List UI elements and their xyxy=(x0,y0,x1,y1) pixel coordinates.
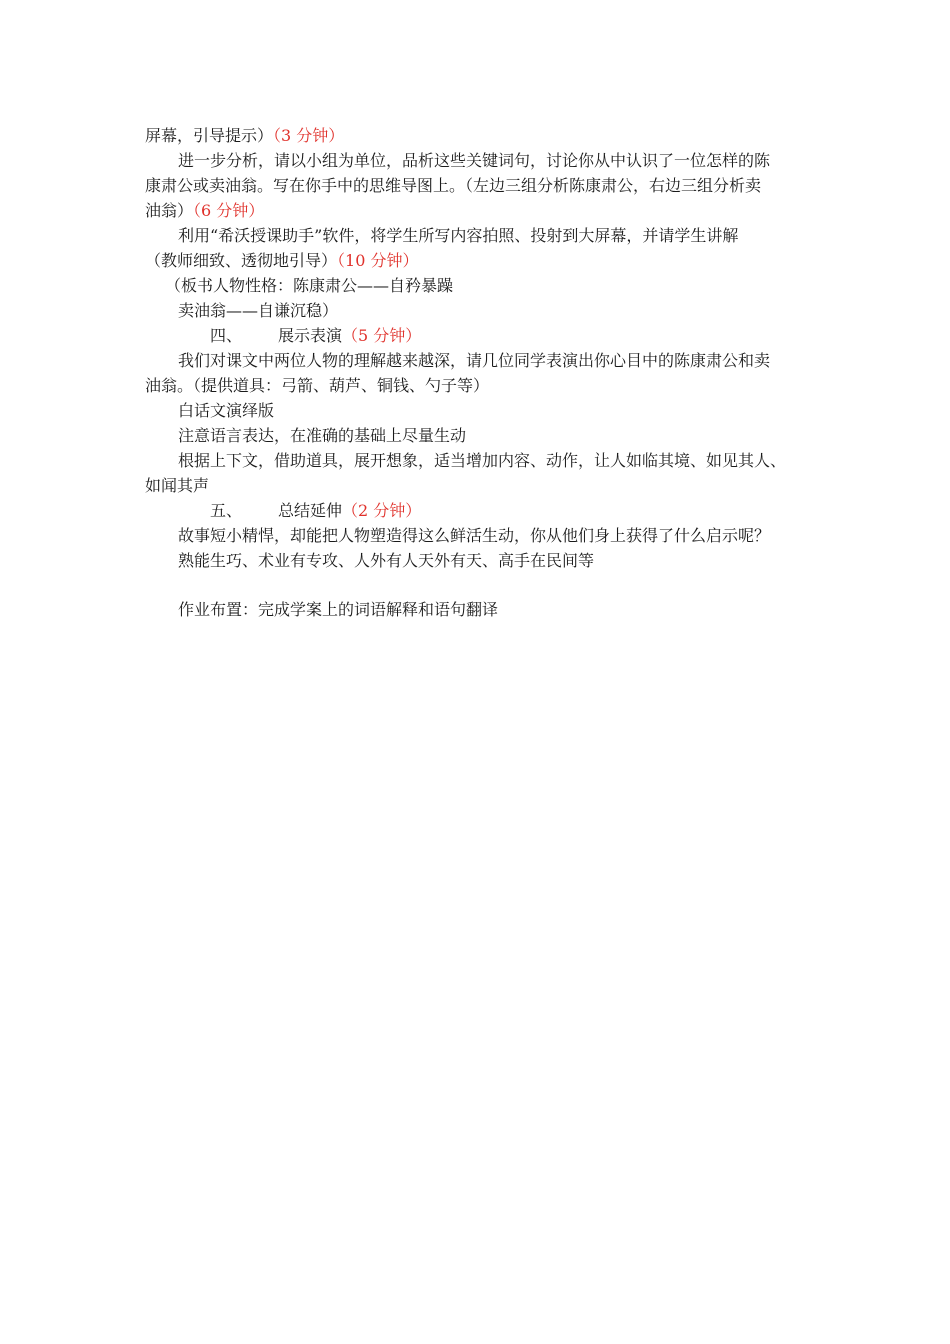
paragraph-line xyxy=(178,548,858,573)
line-text: 故事短小精悍，却能把人物塑造得这么鲜活生动，你从他们身上获得了什么启示呢？ xyxy=(178,526,771,545)
line-text: 我们对课文中两位人物的理解越来越深，请几位同学表演出你心目中的陈康肃公和卖 xyxy=(178,351,771,370)
paragraph-line xyxy=(178,223,858,248)
line-text: （板书人物性格：陈康肃公——自矜暴躁 xyxy=(165,276,454,295)
line-text: 白话文演绎版 xyxy=(178,401,275,420)
paragraph-line xyxy=(145,248,825,273)
paragraph-line xyxy=(145,198,825,223)
section-number: 五、 xyxy=(210,501,243,520)
line-text: 油翁） xyxy=(145,201,194,220)
line-text: 利用“希沃授课助手”软件，将学生所写内容拍照、投射到大屏幕，并请学生讲解 xyxy=(178,226,739,245)
time-label: （10 分钟） xyxy=(337,251,419,270)
time-label: （2 分钟） xyxy=(342,501,422,520)
section-heading xyxy=(278,323,421,348)
line-text: 油翁。（提供道具：弓箭、葫芦、铜钱、勺子等） xyxy=(145,376,490,395)
line-text: （教师细致、透彻地引导） xyxy=(145,251,338,270)
homework-line xyxy=(178,597,858,622)
section-heading xyxy=(278,498,421,523)
paragraph-line xyxy=(165,273,845,298)
paragraph-line xyxy=(178,298,858,323)
time-label: （3 分钟） xyxy=(273,126,345,145)
paragraph-line xyxy=(145,373,825,398)
paragraph-line xyxy=(178,148,858,173)
line-text: 熟能生巧、术业有专攻、人外有人天外有天、高手在民间等 xyxy=(178,551,595,570)
line-text: 如闻其声 xyxy=(145,476,210,495)
paragraph-line xyxy=(178,523,858,548)
paragraph-line xyxy=(178,398,858,423)
paragraph-line xyxy=(178,423,858,448)
line-text: 康肃公或卖油翁。写在你手中的思维导图上。（左边三组分析陈康肃公，右边三组分析卖 xyxy=(145,176,762,195)
line-text: 根据上下文，借助道具，展开想象，适当增加内容、动作，让人如临其境、如见其人、 xyxy=(178,451,787,470)
time-label: （6 分钟） xyxy=(193,201,265,220)
line-text: 屏幕，引导提示） xyxy=(145,126,274,145)
line-text: 进一步分析，请以小组为单位，品析这些关键词句，讨论你从中认识了一位怎样的陈 xyxy=(178,151,771,170)
section-number: 四、 xyxy=(210,326,243,345)
line-text: 作业布置：完成学案上的词语解释和语句翻译 xyxy=(178,600,499,619)
line-text: 注意语言表达，在准确的基础上尽量生动 xyxy=(178,426,467,445)
section-title: 总结延伸 xyxy=(278,501,343,520)
paragraph-line xyxy=(178,448,858,473)
line-text: 卖油翁——自谦沉稳） xyxy=(178,301,339,320)
paragraph-line xyxy=(145,173,825,198)
paragraph-line xyxy=(145,473,825,498)
paragraph-line xyxy=(145,123,825,148)
section-title: 展示表演 xyxy=(278,326,343,345)
paragraph-line xyxy=(178,348,858,373)
time-label: （5 分钟） xyxy=(342,326,422,345)
